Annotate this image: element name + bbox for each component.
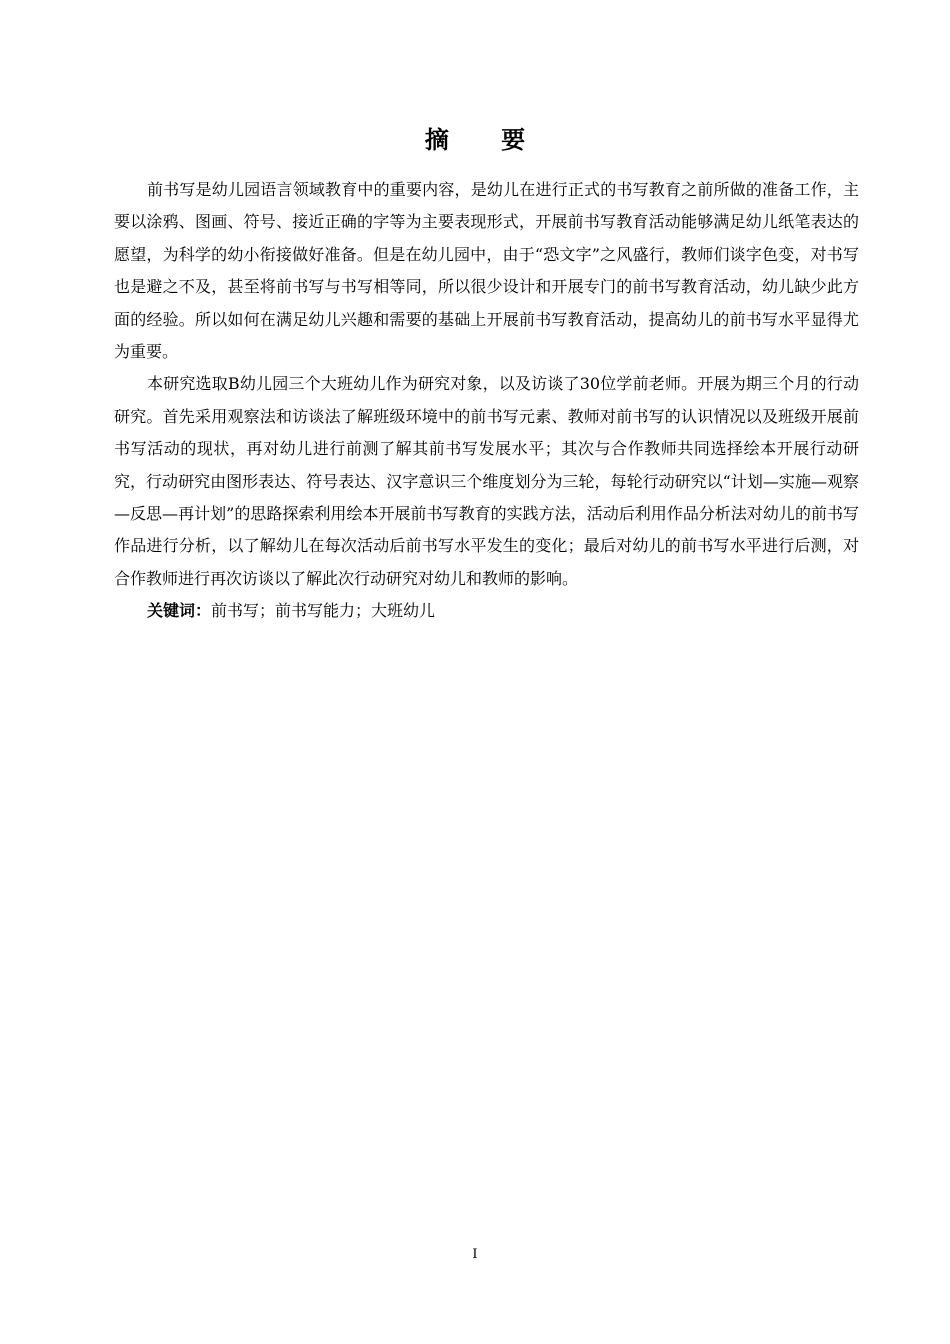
- page-number: I: [472, 1247, 478, 1262]
- abstract-paragraph-1: 前书写是幼儿园语言领域教育中的重要内容，是幼儿在进行正式的书写教育之前所做的准备工作，主要以涂鸦、图画、符号、接近正确的字等为主要表现形式，开展前书写教育活动能够满足幼儿纸笔表达的愿望，为科学的幼小衔接做好准备。但是在幼儿园中，由于“恐文字”之风盛行，教师们谈字色变，对书写也是避之不及，甚至将前书写与书写相等同，所以很少设计和开展专门的前书写教育活动，幼儿缺少此方面的经验。所以如何在满足幼儿兴趣和需要的基础上开展前书写教育活动，提高幼儿的前书写水平显得尤为重要。: [114, 180, 859, 362]
- abstract-title: 摘 要: [424, 126, 548, 154]
- keywords-value: 前书写；前书写能力；大班幼儿: [211, 601, 436, 621]
- abstract-paragraph-2: 本研究选取B幼儿园三个大班幼儿作为研究对象，以及访谈了30位学前老师。开展为期三个月的行动研究。首先采用观察法和访谈法了解班级环境中的前书写元素、教师对前书写的认识情况以及班级开展前书写活动的现状，再对幼儿进行前测了解其前书写发展水平；其次与合作教师共同选择绘本开展行动研究，行动研究由图形表达、符号表达、汉字意识三个维度划分为三轮，每轮行动研究以“计划—实施—观察—反思—再计划”的思路探索利用绘本开展前书写教育的实践方法，活动后利用作品分析法对幼儿的前书写作品进行分析，以了解幼儿在每次活动后前书写水平发生的变化；最后对幼儿的前书写水平进行后测，对合作教师进行再次访谈以了解此次行动研究对幼儿和教师的影响。: [114, 374, 859, 588]
- keywords-label: 关键词：: [147, 601, 212, 621]
- keywords-line: [114, 595, 859, 627]
- abstract-body: [114, 174, 859, 628]
